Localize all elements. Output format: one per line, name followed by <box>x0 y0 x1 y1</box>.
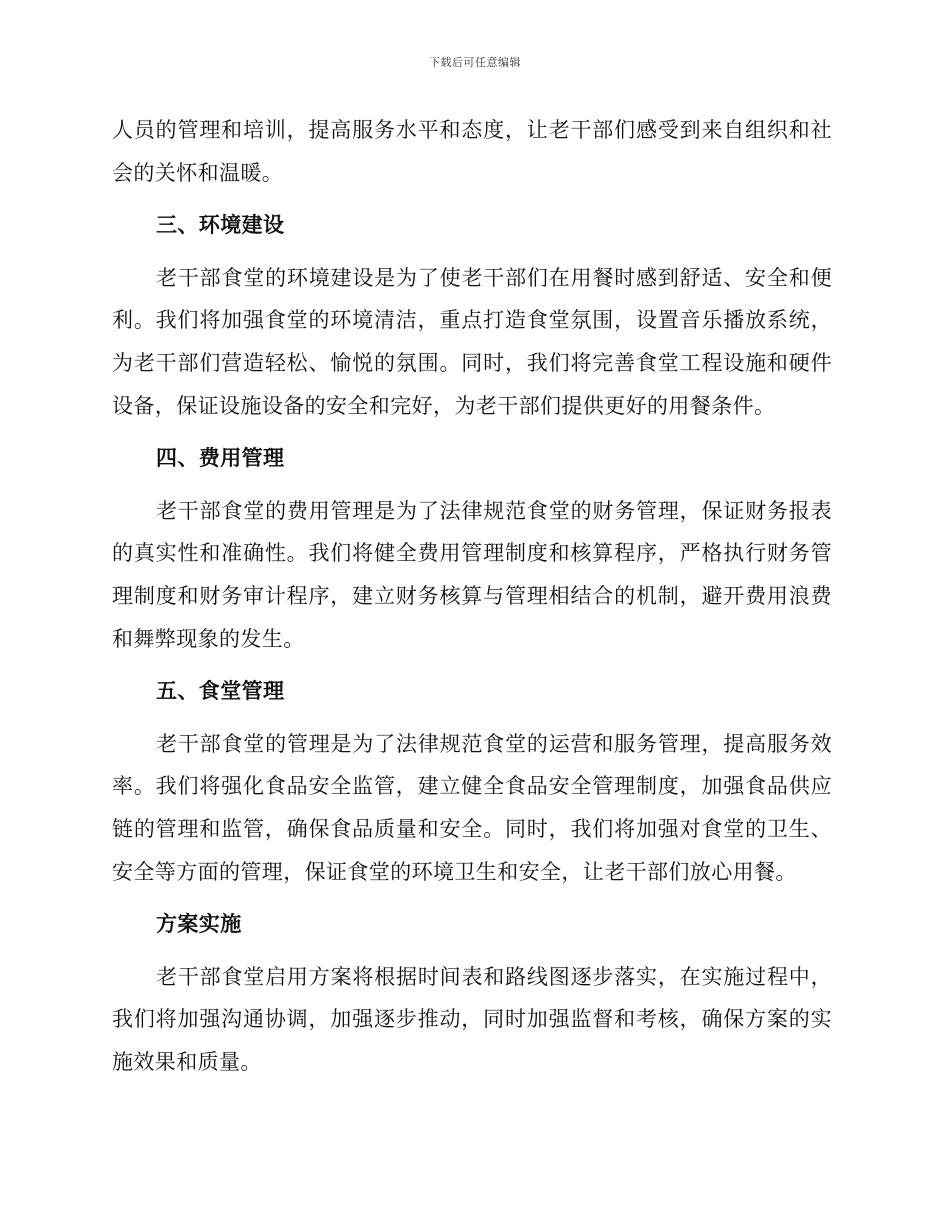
intro-paragraph: 人员的管理和培训，提高服务水平和态度，让老干部们感受到来自组织和社会的关怀和温暖。 <box>112 118 832 185</box>
section-paragraph-implementation: 老干部食堂启用方案将根据时间表和路线图逐步落实，在实施过程中，我们将加强沟通协调，加强逐步推动，同时加强监督和考核，确保方案的实施效果和质量。 <box>112 964 832 1074</box>
section-heading-environment: 三、环境建设 <box>156 212 285 238</box>
page-header: 下载后可任意编辑 <box>429 56 521 69</box>
section-paragraph-environment: 老干部食堂的环境建设是为了使老干部们在用餐时感到舒适、安全和便利。我们将加强食堂的环境清洁，重点打造食堂氛围，设置音乐播放系统，为老干部们营造轻松、愉悦的氛围。同时，我们将完善食堂工程设施和硬件设备，保证设施设备的安全和完好，为老干部们提供更好的用餐条件。 <box>112 265 832 418</box>
section-heading-cost: 四、费用管理 <box>156 445 285 471</box>
document-body <box>112 109 832 1083</box>
section-paragraph-canteen: 老干部食堂的管理是为了法律规范食堂的运营和服务管理，提高服务效率。我们将强化食品安全监管，建立健全食品安全管理制度，加强食品供应链的管理和监管，确保食品质量和安全。同时，我们将加强对食堂的卫生、安全等方面的管理，保证食堂的环境卫生和安全，让老干部们放心用餐。 <box>112 731 832 884</box>
section-heading-canteen: 五、食堂管理 <box>156 678 285 704</box>
section-paragraph-cost: 老干部食堂的费用管理是为了法律规范食堂的财务管理，保证财务报表的真实性和准确性。我们将健全费用管理制度和核算程序，严格执行财务管理制度和财务审计程序，建立财务核算与管理相结合的机制，避开费用浪费和舞弊现象的发生。 <box>112 498 832 651</box>
section-heading-implementation: 方案实施 <box>156 911 242 937</box>
